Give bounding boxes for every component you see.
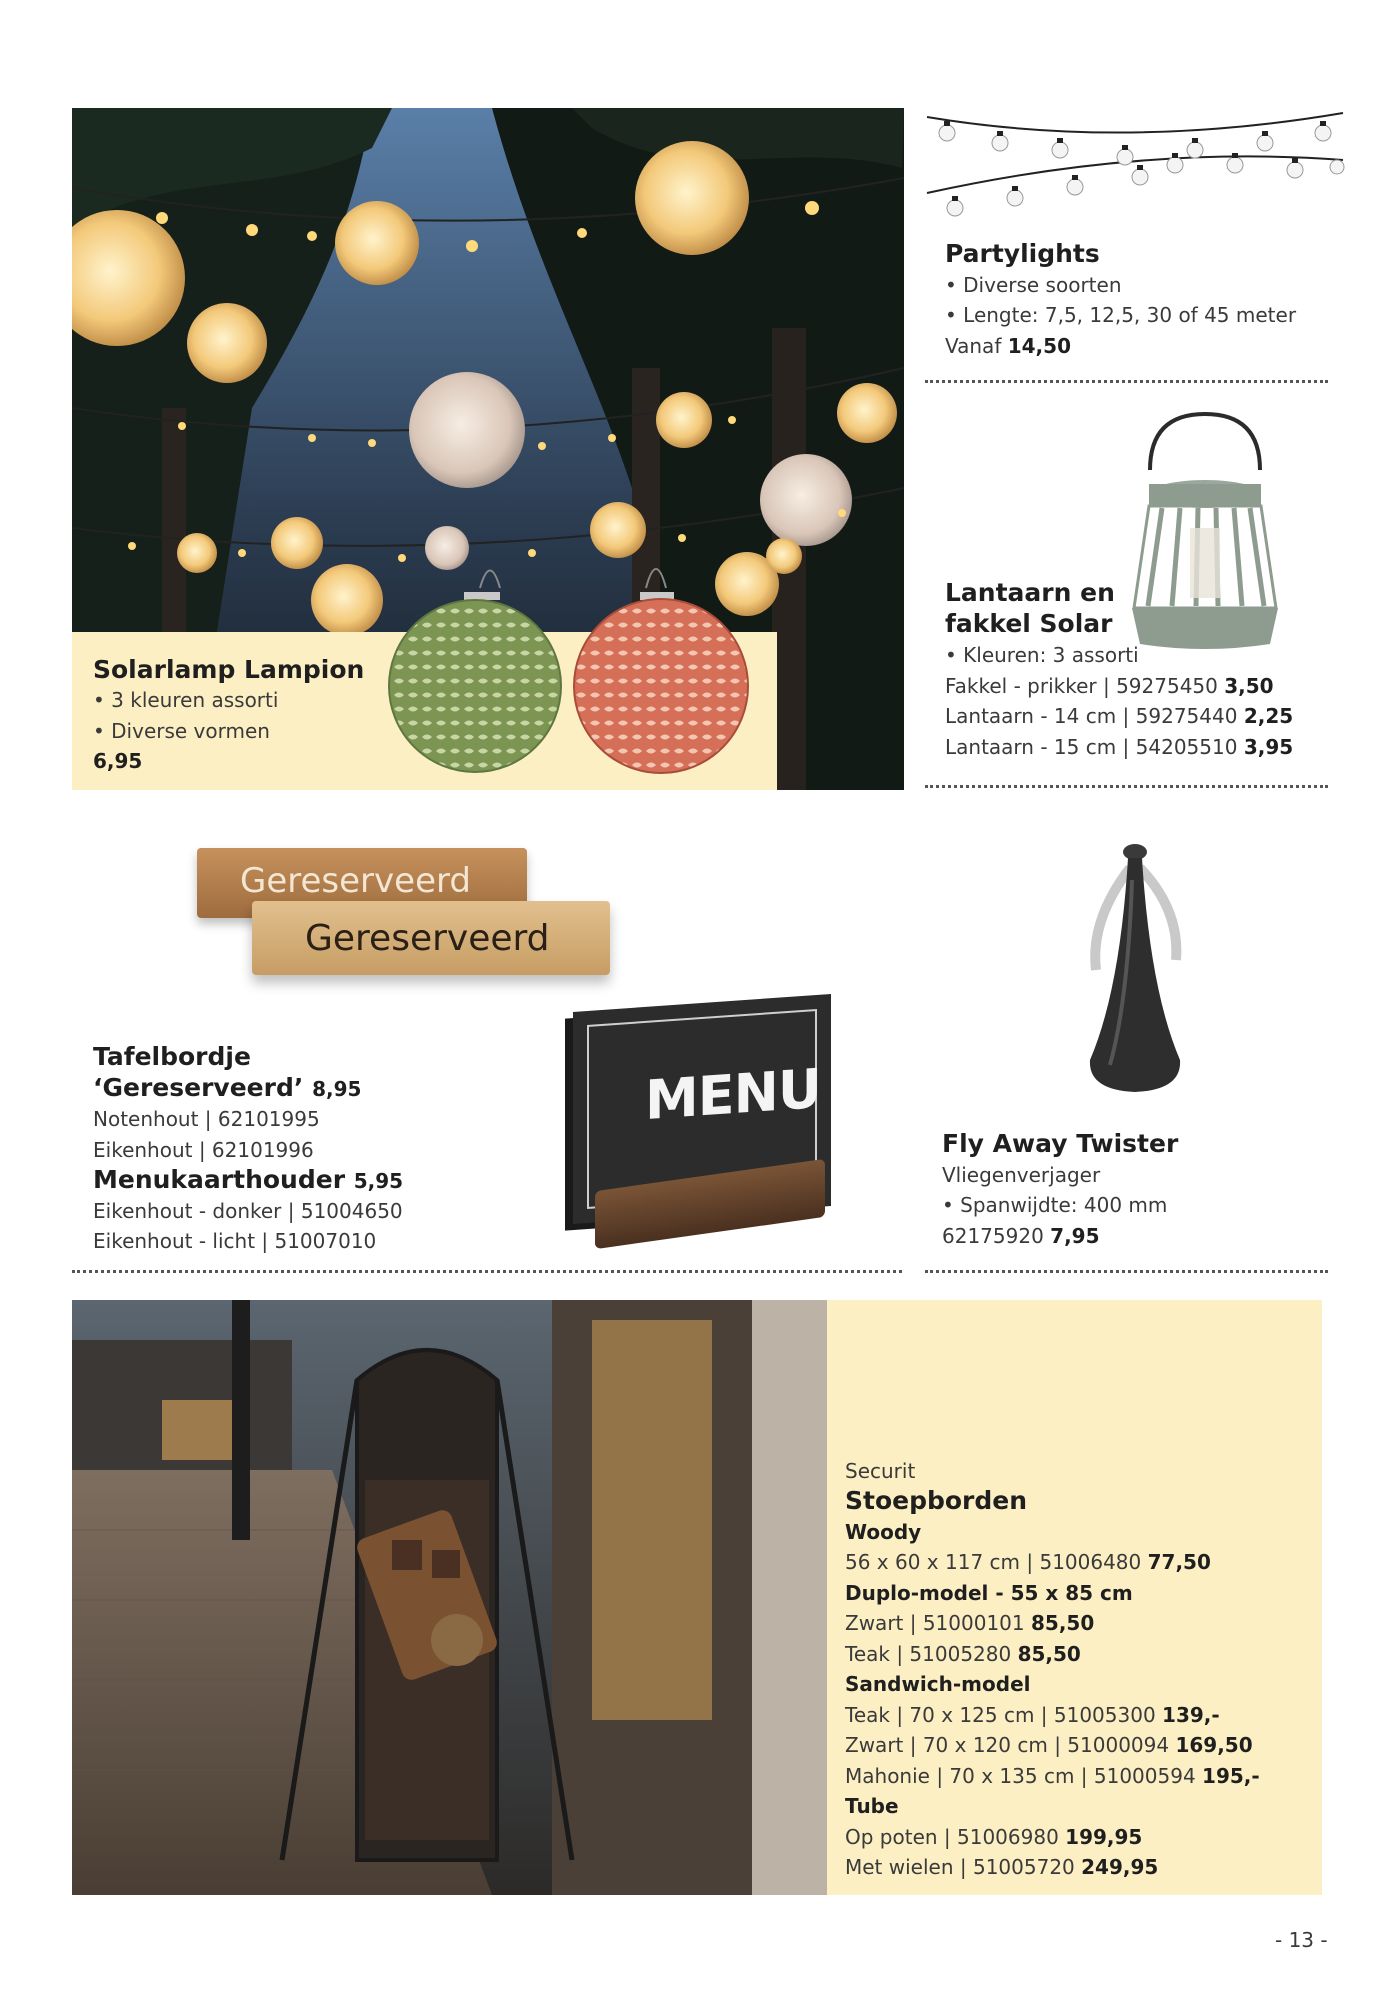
- sandwich-row-price: 139,-: [1162, 1703, 1220, 1727]
- sandwich-heading: Sandwich-model: [845, 1672, 1031, 1696]
- lantaarn-row-label: Lantaarn - 14 cm | 59275440: [945, 704, 1238, 728]
- duplo-row-label: Zwart | 51000101: [845, 1611, 1025, 1635]
- lantaarn-title-line2: fakkel Solar: [945, 609, 1113, 638]
- duplo-row-price: 85,50: [1017, 1642, 1081, 1666]
- lantaarn-row-price: 3,95: [1243, 735, 1294, 759]
- tafelbordje-row-eiken: Eikenhout | 62101996: [93, 1138, 314, 1162]
- stoepborden-title: Stoepborden: [845, 1486, 1028, 1515]
- menukaart-title: Menukaarthouder: [93, 1165, 346, 1194]
- flyaway-bullet-span: • Spanwijdte: 400 mm: [942, 1193, 1168, 1217]
- partylights-bullet-length: • Lengte: 7,5, 12,5, 30 of 45 meter: [945, 303, 1297, 327]
- menukaart-price: 5,95: [353, 1169, 404, 1193]
- partylights-price: 14,50: [1007, 334, 1071, 358]
- partylights-price-line: [945, 331, 1071, 362]
- partylights-from-label: Vanaf: [945, 334, 1002, 358]
- divider-right-middle: [925, 1270, 1328, 1273]
- lantaarn-row-label: Fakkel - prikker | 59275450: [945, 674, 1218, 698]
- lantaarn-row-14cm: [945, 701, 1293, 732]
- tafelbordje-title-line2: ‘Gereserveerd’: [93, 1073, 304, 1102]
- tafelbordje-row-noten: Notenhout | 62101995: [93, 1107, 320, 1131]
- divider-left-middle: [72, 1270, 902, 1273]
- solarlamp-bullet-colors: • 3 kleuren assorti: [93, 688, 279, 712]
- sandwich-row-zwart: [845, 1730, 1253, 1761]
- sandwich-row-label: Mahonie | 70 x 135 cm | 51000594: [845, 1764, 1196, 1788]
- duplo-row-teak: [845, 1639, 1081, 1670]
- tube-row-wielen: [845, 1852, 1158, 1883]
- divider-partylights: [925, 380, 1328, 383]
- tube-heading: Tube: [845, 1794, 899, 1818]
- tafelbordje-signs: [190, 845, 620, 985]
- sandwich-row-teak: [845, 1700, 1220, 1731]
- sign-front-text: Gereserveerd: [305, 918, 550, 959]
- sign-back-text: Gereserveerd: [240, 861, 471, 901]
- sandwich-row-price: 169,50: [1175, 1733, 1253, 1757]
- menukaart-title-wrap: [93, 1164, 403, 1197]
- flyaway-subtitle: Vliegenverjager: [942, 1163, 1101, 1187]
- lantaarn-row-price: 3,50: [1224, 674, 1274, 698]
- lantaarn-row-15cm: [945, 732, 1293, 763]
- menu-card-text: MENU: [645, 1056, 821, 1133]
- tafelbordje-title-line1: Tafelbordje: [93, 1042, 251, 1071]
- partylights-title: Partylights: [945, 239, 1100, 268]
- tafelbordje-price: 8,95: [312, 1077, 362, 1101]
- flyaway-price-line: [942, 1221, 1100, 1252]
- tube-row-price: 249,95: [1081, 1855, 1159, 1879]
- menukaart-row-donker: Eikenhout - donker | 51004650: [93, 1199, 403, 1223]
- flyaway-code: 62175920: [942, 1224, 1044, 1248]
- sandwich-row-price: 195,-: [1202, 1764, 1260, 1788]
- duplo-row-label: Teak | 51005280: [845, 1642, 1012, 1666]
- solarlamp-bullet-shapes: • Diverse vormen: [93, 719, 270, 743]
- tube-row-price: 199,95: [1065, 1825, 1143, 1849]
- lantaarn-row-price: 2,25: [1243, 704, 1294, 728]
- lantaarn-row-fakkel: [945, 671, 1274, 702]
- menukaart-row-licht: Eikenhout - licht | 51007010: [93, 1229, 377, 1253]
- divider-lantaarn: [925, 785, 1328, 788]
- woody-heading: Woody: [845, 1520, 922, 1544]
- menukaarthouder-image: [555, 995, 840, 1250]
- lantaarn-image: [1130, 408, 1280, 656]
- solarlamp-price: 6,95: [93, 749, 143, 773]
- stoepborden-brand: Securit: [845, 1459, 916, 1483]
- partylights-bullet-types: • Diverse soorten: [945, 273, 1122, 297]
- lampion-products: [378, 548, 758, 774]
- sandwich-row-mahonie: [845, 1761, 1260, 1792]
- flyaway-image: [1070, 840, 1200, 1100]
- lantaarn-title-line1: Lantaarn en: [945, 578, 1115, 607]
- flyaway-title: Fly Away Twister: [942, 1129, 1179, 1158]
- tube-row-poten: [845, 1822, 1142, 1853]
- tube-row-label: Op poten | 51006980: [845, 1825, 1059, 1849]
- sandwich-row-label: Zwart | 70 x 120 cm | 51000094: [845, 1733, 1170, 1757]
- solarlamp-title: Solarlamp Lampion: [93, 655, 365, 684]
- partylights-image: [925, 105, 1345, 225]
- duplo-row-zwart: [845, 1608, 1094, 1639]
- sandwich-row-label: Teak | 70 x 125 cm | 51005300: [845, 1703, 1156, 1727]
- lantaarn-bullet-colors: • Kleuren: 3 assorti: [945, 643, 1139, 667]
- woody-row: [845, 1547, 1211, 1578]
- woody-label: 56 x 60 x 117 cm | 51006480: [845, 1550, 1142, 1574]
- flyaway-price: 7,95: [1050, 1224, 1100, 1248]
- duplo-heading: Duplo-model - 55 x 85 cm: [845, 1581, 1133, 1605]
- lantaarn-row-label: Lantaarn - 15 cm | 54205510: [945, 735, 1238, 759]
- tube-row-label: Met wielen | 51005720: [845, 1855, 1075, 1879]
- page-number: - 13 -: [1275, 1928, 1328, 1952]
- tafelbordje-title-line2-wrap: [93, 1072, 361, 1105]
- duplo-row-price: 85,50: [1031, 1611, 1095, 1635]
- stoepborden-photo: [72, 1300, 827, 1895]
- woody-price: 77,50: [1147, 1550, 1211, 1574]
